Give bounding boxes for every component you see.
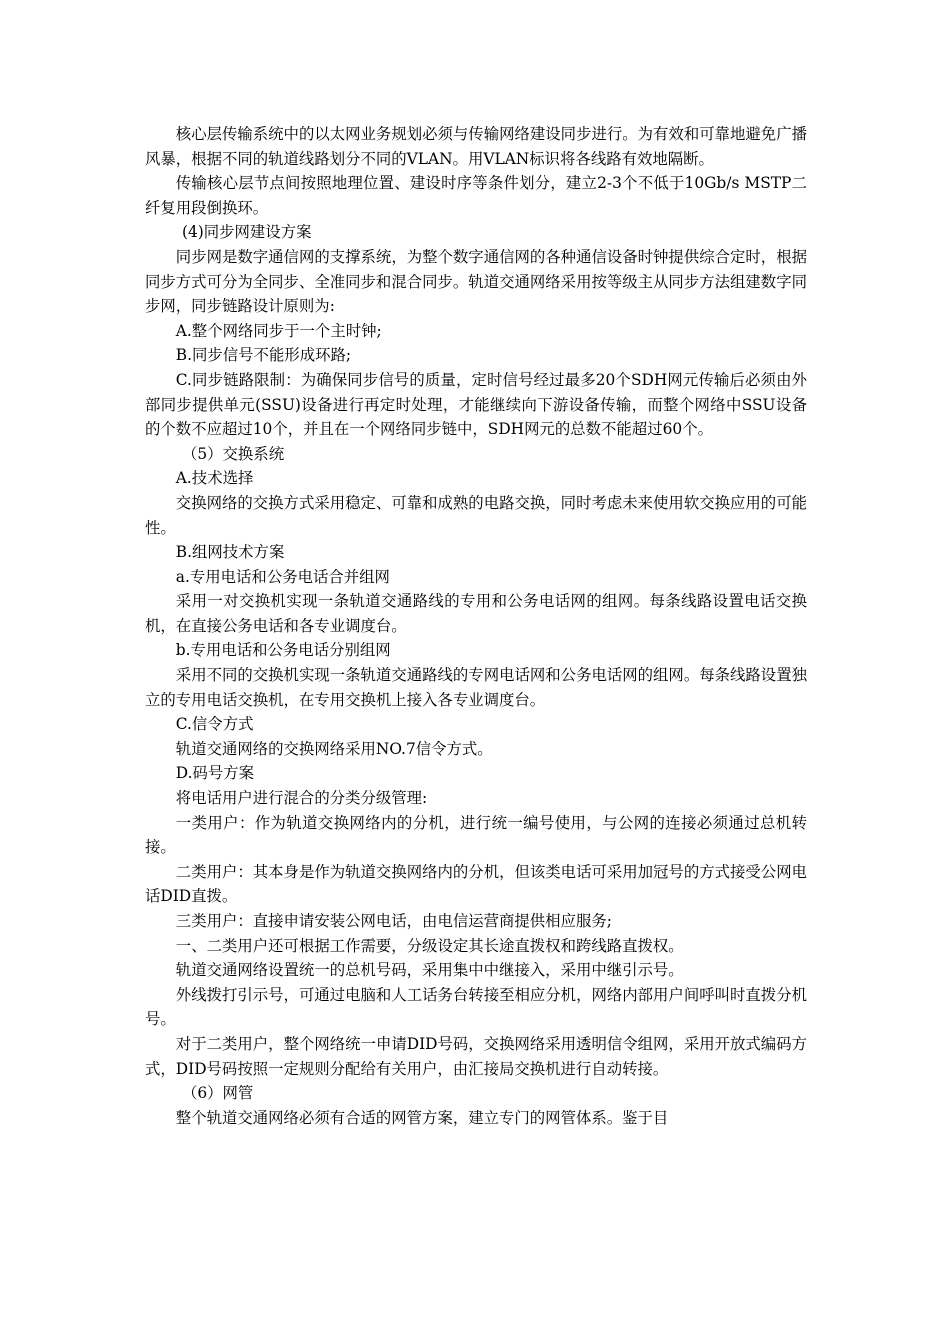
paragraph: 传输核心层节点间按照地理位置、建设时序等条件划分，建立2-3个不低于10Gb/s MSTP二纤复用段倒换环。 [145, 174, 807, 217]
section-heading: (4)同步网建设方案 [181, 223, 312, 242]
paragraph: 二类用户：其本身是作为轨道交换网络内的分机，但该类电话可采用加冠号的方式接受公网电话DID直拨。 [145, 862, 807, 906]
paragraph: 轨道交通网络的交换网络采用NO.7信令方式。 [175, 739, 493, 758]
paragraph: 采用不同的交换机实现一条轨道交通路线的专网电话网和公务电话网的组网。每条线路设置独立的专用电话交换机，在专用交换机上接入各专业调度台。 [145, 666, 807, 709]
paragraph: 整个轨道交通网络必须有合适的网管方案，建立专门的网管体系。鉴于目 [175, 1108, 669, 1127]
subheading: a.专用电话和公务电话合并组网 [175, 567, 390, 586]
paragraph: 交换网络的交换方式采用稳定、可靠和成熟的电路交换，同时考虑未来使用软交换应用的可能性。 [145, 493, 807, 537]
subheading: A.技术选择 [175, 469, 254, 488]
list-item: C.同步链路限制：为确保同步信号的质量，定时信号经过最多20个SDH网元传输后必须由外部同步提供单元(SSU)设备进行再定时处理，才能继续向下游设备传输，而整个网络中SSU设备的个数不应超过10个，并且在一个网络同步链中，SDH网元的总数不能超过60个。 [145, 370, 807, 439]
list-item: B.同步信号不能形成环路; [175, 346, 352, 365]
subheading: D.码号方案 [175, 764, 255, 783]
paragraph: 采用一对交换机实现一条轨道交通路线的专用和公务电话网的组网。每条线路设置电话交换机，在直接公务电话和各专业调度台。 [145, 592, 807, 635]
paragraph: 将电话用户进行混合的分类分级管理: [175, 789, 428, 808]
paragraph: 一类用户：作为轨道交换网络内的分机，进行统一编号使用，与公网的连接必须通过总机转接。 [145, 813, 807, 857]
paragraph: 外线拨打引示号，可通过电脑和人工话务台转接至相应分机，网络内部用户间呼叫时直拨分机号。 [145, 985, 807, 1029]
paragraph: 轨道交通网络设置统一的总机号码，采用集中中继接入，采用中继引示号。 [175, 961, 684, 980]
paragraph: 三类用户：直接申请安装公网电话，由电信运营商提供相应服务; [175, 912, 612, 930]
list-item: A.整个网络同步于一个主时钟; [175, 321, 382, 340]
section-heading: （5）交换系统 [181, 444, 285, 463]
document-body [145, 122, 807, 1130]
subheading: C.信令方式 [175, 715, 254, 734]
subheading: B.组网技术方案 [175, 543, 285, 562]
section-heading: （6）网管 [181, 1084, 254, 1103]
paragraph: 一、二类用户还可根据工作需要，分级设定其长途直拨权和跨线路直拨权。 [175, 936, 684, 955]
paragraph: 核心层传输系统中的以太网业务规划必须与传输网络建设同步进行。为有效和可靠地避免广播风暴，根据不同的轨道线路划分不同的VLAN。用VLAN标识将各线路有效地隔断。 [145, 125, 807, 168]
paragraph: 对于二类用户，整个网络统一申请DID号码，交换网络采用透明信令组网，采用开放式编码方式，DID号码按照一定规则分配给有关用户，由汇接局交换机进行自动转接。 [145, 1034, 807, 1078]
subheading: b.专用电话和公务电话分别组网 [175, 641, 391, 660]
paragraph: 同步网是数字通信网的支撑系统，为整个数字通信网的各种通信设备时钟提供综合定时，根据同步方式可分为全同步、全准同步和混合同步。轨道交通网络采用按等级主从同步方法组建数字同步网，同步链路设计原则为: [145, 247, 807, 316]
